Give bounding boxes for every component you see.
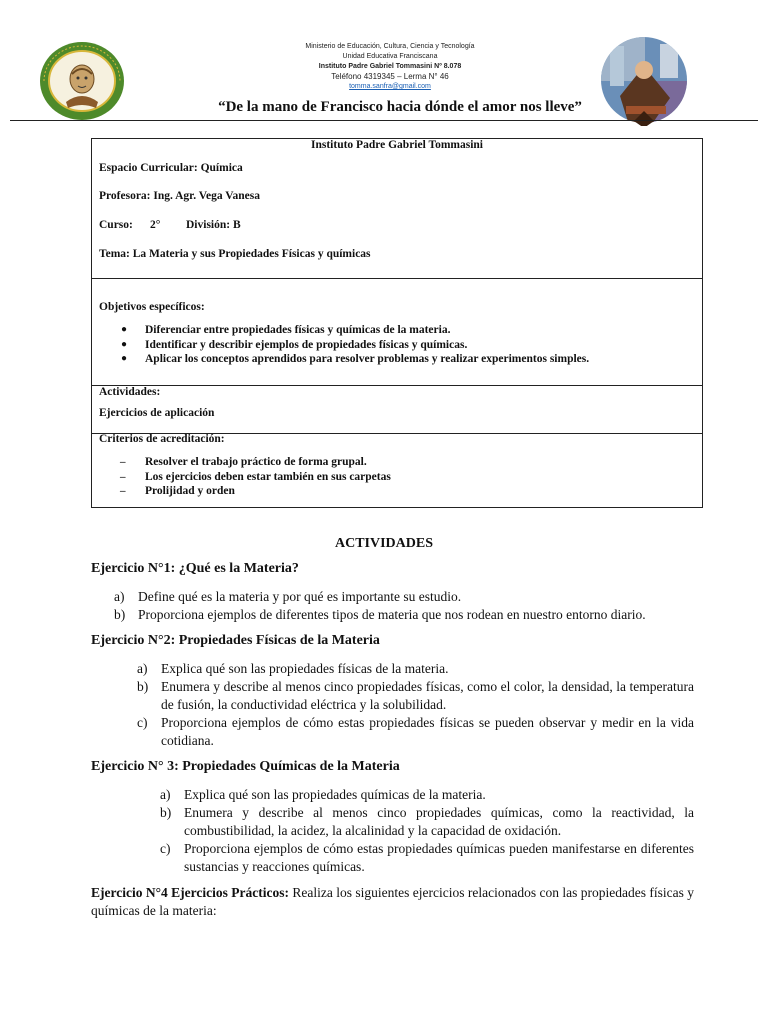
item-text: Explica qué son las propiedades químicas de la materia. (184, 787, 486, 802)
dash-icon: – (120, 471, 126, 483)
item-text: Proporciona ejemplos de cómo estas propiedades físicas se pueden observar y medir en la vida cotidiana. (161, 715, 694, 748)
actividades-title: Actividades: (99, 386, 161, 398)
exercise-1-title: Ejercicio N°1: ¿Qué es la Materia? (91, 561, 299, 576)
item-label: c) (137, 715, 148, 730)
exercise-4-text: Realiza los siguientes ejercicios relacionados con las propiedades físicas y químicas de la materia: (91, 885, 694, 918)
item-text: Define qué es la materia y por qué es importante su estudio. (138, 589, 462, 604)
bullet-icon: ● (121, 353, 128, 364)
school-motto: “De la mano de Francisco hacia dónde el amor nos lleve” (218, 99, 582, 115)
exercise-2-item (137, 714, 694, 750)
objetivos-section (92, 278, 702, 386)
curso-value: 2° (150, 219, 161, 231)
header-info (190, 42, 590, 92)
course-details-section (92, 139, 702, 279)
course-info-table (91, 138, 703, 508)
bullet-icon: ● (121, 324, 128, 335)
ministry-line: Ministerio de Educación, Cultura, Ciencia y Tecnología (305, 43, 475, 50)
item-label: b) (114, 607, 126, 622)
exercise-2-item (137, 678, 694, 714)
bullet-icon: ● (121, 339, 128, 350)
objetivos-title: Objetivos específicos: (99, 301, 205, 313)
institute-line: Instituto Padre Gabriel Tommasini Nº 8.078 (318, 63, 462, 70)
item-text: Proporciona ejemplos de diferentes tipos de materia que nos rodean en nuestro entorno diario. (138, 607, 646, 622)
item-label: a) (114, 589, 125, 604)
objetivo-item: Aplicar los conceptos aprendidos para resolver problemas y realizar experimentos simples. (145, 353, 590, 365)
item-text: Enumera y describe al menos cinco propiedades físicas, como el color, la densidad, la temperatura de fusión, la conductividad eléctrica y la solubilidad. (161, 679, 694, 712)
curso-label: Curso: (99, 219, 133, 231)
objetivo-item: Diferenciar entre propiedades físicas y químicas de la materia. (145, 324, 451, 336)
actividades-heading: ACTIVIDADES (334, 536, 434, 551)
item-text: Explica qué son las propiedades físicas de la materia. (161, 661, 449, 676)
actividades-section (92, 385, 702, 434)
item-label: a) (160, 787, 171, 802)
criterio-item: Resolver el trabajo práctico de forma grupal. (145, 456, 367, 468)
school-seal-logo (38, 40, 126, 122)
exercise-1-item (114, 606, 694, 624)
objetivo-item: Identificar y describir ejemplos de propiedades físicas y químicas. (145, 339, 468, 351)
tema: Tema: La Materia y sus Propiedades Físicas y químicas (99, 248, 371, 260)
exercise-2-title: Ejercicio N°2: Propiedades Físicas de la Materia (91, 633, 380, 648)
item-text: Enumera y describe al menos cinco propiedades químicas, como la reactividad, la combustibilidad, la acidez, la alcalinidad y la capacidad de oxidación. (184, 805, 694, 838)
institute-title: Instituto Padre Gabriel Tommasini (311, 139, 483, 151)
item-text: Proporciona ejemplos de cómo estas propiedades químicas pueden manifestarse en diferentes sustancias y reacciones químicas. (184, 841, 694, 874)
criterios-section (92, 433, 702, 507)
header-divider (10, 120, 758, 121)
item-label: b) (160, 805, 172, 820)
exercise-3-item (160, 840, 694, 876)
profesora: Profesora: Ing. Agr. Vega Vanesa (99, 190, 261, 202)
division: División: B (186, 219, 241, 231)
actividades-text: Ejercicios de aplicación (99, 407, 215, 419)
exercise-3-item (160, 804, 694, 840)
exercise-1-item (114, 588, 694, 606)
phone-line: Teléfono 4319345 – Lerma N° 46 (331, 72, 449, 81)
criterio-item: Prolijidad y orden (145, 485, 235, 497)
exercise-3-title: Ejercicio N° 3: Propiedades Químicas de la Materia (91, 759, 400, 774)
dash-icon: – (120, 485, 126, 497)
exercise-3-item (160, 786, 694, 804)
item-label: b) (137, 679, 149, 694)
item-label: a) (137, 661, 148, 676)
criterio-item: Los ejercicios deben estar también en sus carpetas (145, 471, 391, 483)
espacio-curricular: Espacio Curricular: Química (99, 162, 243, 174)
email-link[interactable]: tomma.sanfra@gmail.com (349, 83, 431, 90)
unit-line: Unidad Educativa Franciscana (342, 53, 438, 60)
criterios-title: Criterios de acreditación: (99, 433, 225, 445)
dash-icon: – (120, 456, 126, 468)
item-label: c) (160, 841, 171, 856)
exercise-2-item (137, 660, 694, 678)
exercise-4-paragraph (91, 884, 694, 920)
exercise-4-title: Ejercicio N°4 Ejercicios Prácticos: (91, 885, 289, 900)
